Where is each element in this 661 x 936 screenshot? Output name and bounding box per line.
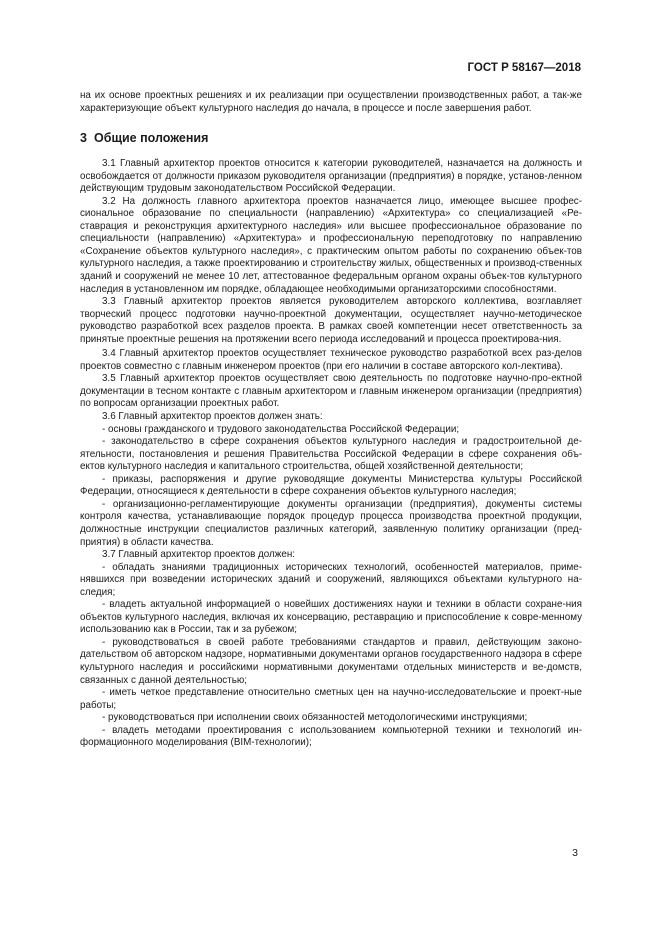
- clause-3-2: 3.2 На должность главного архитектора проектов назначается лицо, имеющее высшее профес-сиональное образование по специальности (направлению) «Архитектура» со специализацией «Ре-ставрация и реконструкция архитектурного наследия» или высшее профессиональное образование по специальности (направлению) «Архитектура» и профессиональную переподготовку по направлению «Сохранение объектов культурного наследия», с практическим опытом работы по сохранению объек-тов культурного наследия, а также проектированию и строительству жилых, общественных и производ-ственных зданий и сооружений не менее 10 лет, аттестованное федеральным органом охраны объек-тов культурного наследия в установленном им порядке, обладающее необходимыми организаторскими способностями.: [80, 195, 582, 295]
- list-item: - руководствоваться в своей работе требованиями стандартов и правил, действующим законо-дательством об авторском надзоре, нормативными документами органов государственного надзора в сфере культурного наследия и российскими нормативными документами отдельных министерств и ве-домств, связанных с данной деятельностью;: [80, 636, 582, 686]
- intro-paragraph: на их основе проектных решениях и их реализации при осуществлении производственных работ, а так-же характеризующие объект культурного наследия до начала, в процессе и после завершения работ.: [80, 90, 582, 114]
- clause-3-3: 3.3 Главный архитектор проектов является руководителем авторского коллектива, возглавляет творческий процесс подготовки научно-проектной документации, осуществляет научно-методическое руководство разработкой всех разделов проекта. В рамках своей компетенции несет ответственность за принятые проектные решения на протяжении всего периода исследований и процесса проектирова-ния.: [80, 296, 582, 345]
- list-item: - обладать знаниями традиционных исторических технологий, особенностей материалов, приме-нявшихся при возведении исторических зданий и сооружений, являющихся объектами культурного на-следия;: [80, 561, 582, 598]
- list-item: - основы гражданского и трудового законодательства Российской Федерации;: [102, 423, 460, 435]
- section-title: Общие положения: [94, 131, 209, 146]
- clause-3-6: 3.6 Главный архитектор проектов должен знать:: [102, 411, 323, 423]
- section-heading: [80, 131, 582, 146]
- list-item: - владеть актуальной информацией о новейших достижениях науки и техники в области сохране-ния объектов культурного наследия, включая их консервацию, реставрацию и приспособление к совре-менному использованию как в России, так и за рубежом;: [80, 599, 582, 636]
- clause-3-7: 3.7 Главный архитектор проектов должен:: [102, 549, 296, 561]
- list-item: - организационно-регламентирующие документы организации (предприятия), документы системы контроля качества, устанавливающие порядок процедур процесса производства проектной продукции, должностные инструкции специалистов различных категорий, заявленную политику организации (пред-приятия) в области качества.: [80, 498, 582, 548]
- list-item: - иметь четкое представление относительно сметных цен на научно-исследовательские и проект-ные работы;: [80, 687, 582, 711]
- list-item: - владеть методами проектирования с использованием компьютерной техники и технологий ин-формационного моделирования (BIM-технологии);: [80, 724, 582, 749]
- list-item: - руководствоваться при исполнении своих обязанностей методологическими инструкциями;: [102, 712, 528, 724]
- section-number: 3: [80, 131, 87, 146]
- list-item: - приказы, распоряжения и другие руководящие документы Министерства культуры Российской Федерации, относящиеся к деятельности в сфере сохранения объектов культурного наследия;: [80, 473, 582, 498]
- page-number: 3: [572, 847, 578, 859]
- clause-3-4: 3.4 Главный архитектор проектов осуществляет техническое руководство разработкой всех раз-делов проектов совместно с главным инженером проектов (при его наличии в составе авторского кол-лектива).: [80, 348, 582, 372]
- clause-3-1: 3.1 Главный архитектор проектов относится к категории руководителей, назначается на должность и освобождается от должности приказом руководителя организации (предприятия) в порядке, установ-ленном действующим трудовым законодательством Российской Федерации.: [80, 158, 582, 195]
- list-item: - законодательство в сфере сохранения объектов культурного наследия и градостроительной де-ятельности, постановления и решения Правительства Российской Федерации в сфере сохранения объ-ектов культурного наследия и капитального строительства, общей хозяйственной деятельности;: [80, 436, 582, 473]
- clause-3-5: 3.5 Главный архитектор проектов осуществляет свою деятельность по подготовке научно-про-ектной документации в тесном контакте с главным архитектором и главным инженером организации (предприятия) по вопросам организации проектных работ.: [80, 373, 582, 410]
- document-body: [80, 90, 582, 750]
- document-code: ГОСТ Р 58167—2018: [467, 62, 581, 74]
